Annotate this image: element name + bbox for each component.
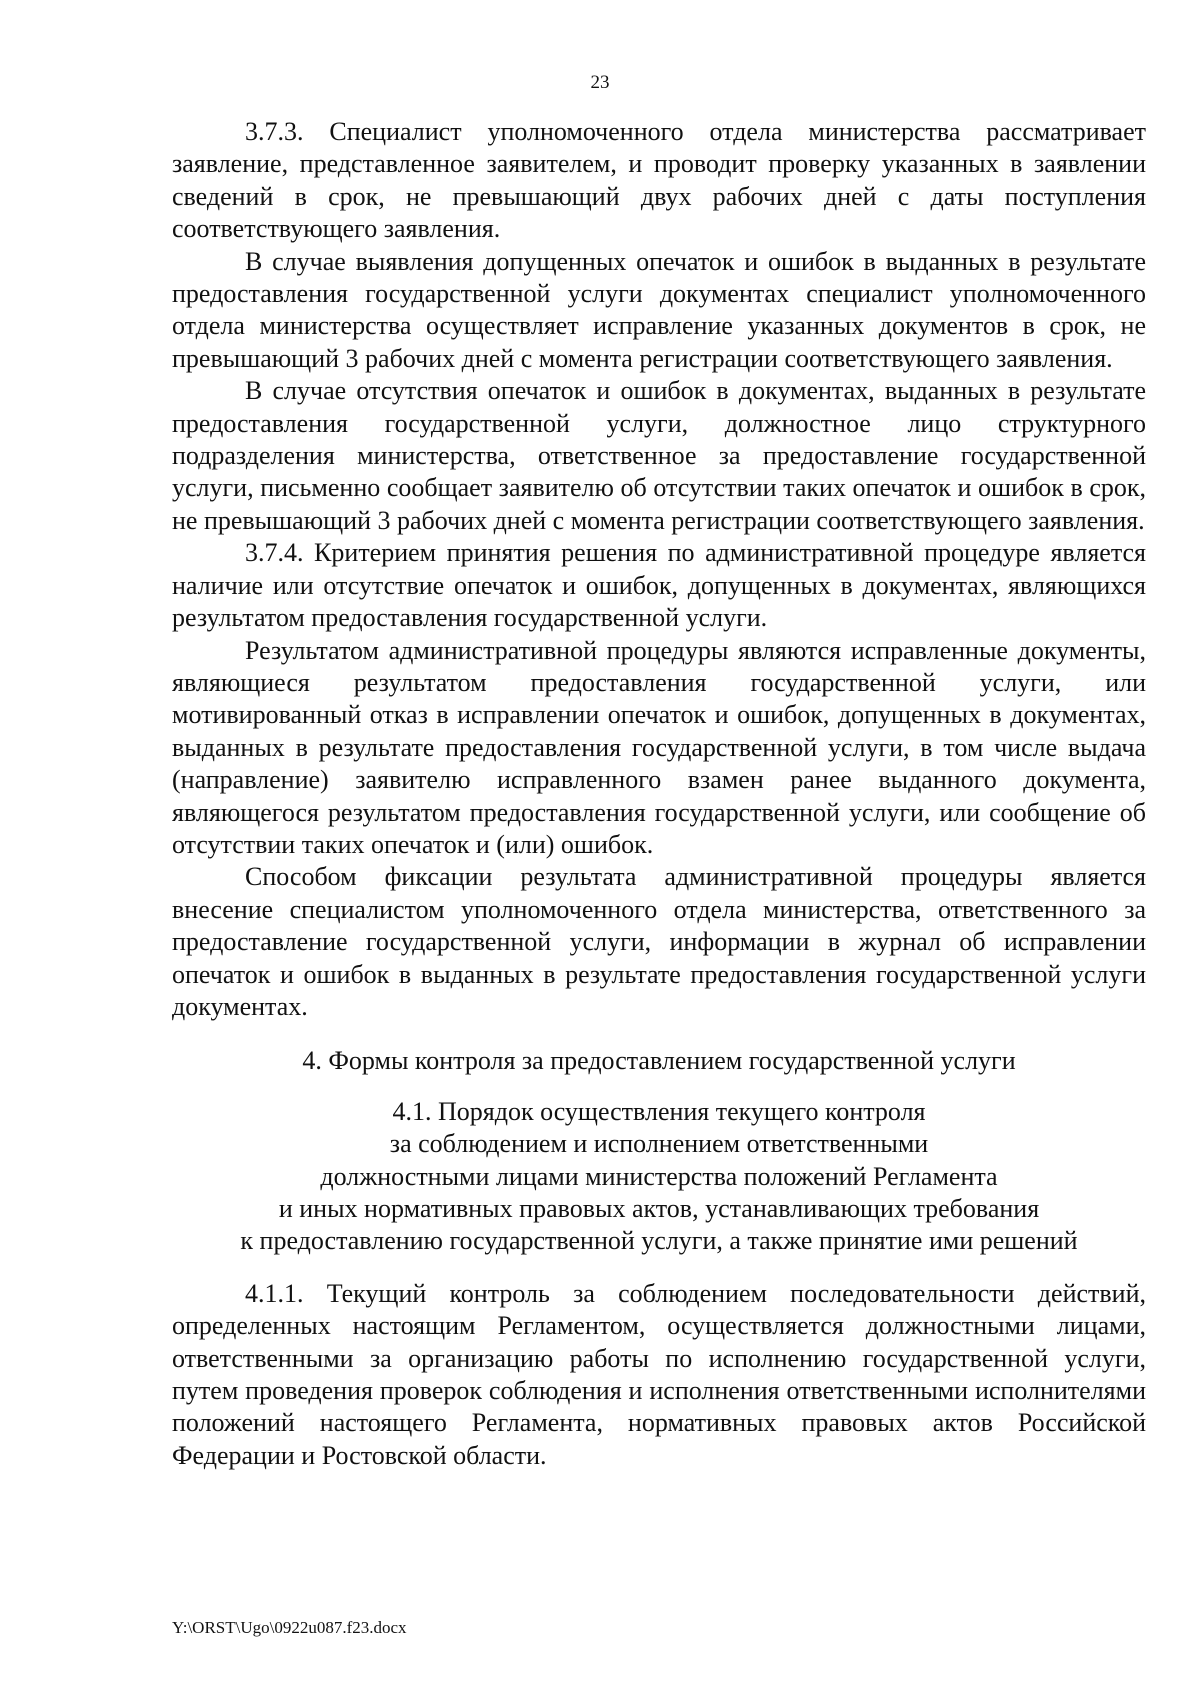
document-body [172,116,1146,1472]
subsection-heading-line: 4.1. Порядок осуществления текущего контроля [392,1096,926,1126]
paragraph-procedure-result: Результатом административной процедуры являются исправленные документы, являющиеся результатом предоставления государственной услуги, или мотивированный отказ в исправлении опечаток и ошибок, допущенных в документах, выданных в результате предоставления государственной услуги, в том числе выдача (направление) заявителю исправленного взамен ранее выданного документа, являющегося результатом предоставления государственной услуги, или сообщение об отсутствии таких опечаток и (или) ошибок. [172,635,1146,859]
paragraph-3-7-3: 3.7.3. Специалист уполномоченного отдела министерства рассматривает заявление, представленное заявителем, и проводит проверку указанных в заявлении сведений в срок, не превышающий двух рабочих дней с даты поступления соответствующего заявления. [172,117,1146,244]
paragraph-3-7-4: 3.7.4. Критерием принятия решения по административной процедуре является наличие или отсутствие опечаток и ошибок, допущенных в документах, являющихся результатом предоставления государственной услуги. [172,538,1146,633]
subsection-heading-4-1 [172,1096,1146,1258]
footer-file-path: Y:\ORST\Ugo\0922u087.f23.docx [172,1618,407,1637]
page-number: 23 [590,72,610,93]
subsection-heading-line: и иных нормативных правовых актов, устанавливающих требования [278,1194,1040,1223]
subsection-heading-line: должностными лицами министерства положений Регламента [320,1161,998,1191]
subsection-heading-line: за соблюдением и исполнением ответственными [389,1129,929,1159]
section-heading-4: 4. Формы контроля за предоставлением государственной услуги [302,1046,1016,1076]
paragraph-result-fixation: Способом фиксации результата административной процедуры является внесение специалистом уполномоченного отдела министерства, ответственного за предоставление государственной услуги, информации в журнал об исправлении опечаток и ошибок в выданных в результате предоставления государственной услуги документах. [172,862,1146,1021]
paragraph-errors-found: В случае выявления допущенных опечаток и ошибок в выданных в результате предоставления государственной услуги документах специалист уполномоченного отдела министерства осуществляет исправление указанных документов в срок, не превышающий 3 рабочих дней с момента регистрации соответствующего заявления. [172,246,1146,373]
paragraph-no-errors: В случае отсутствия опечаток и ошибок в документах, выданных в результате предоставления государственной услуги, должностное лицо структурного подразделения министерства, ответственное за предоставление государственной услуги, письменно сообщает заявителю об отсутствии таких опечаток и ошибок в срок, не превышающий 3 рабочих дней с момента регистрации соответствующего заявления. [172,376,1146,535]
subsection-heading-line: к предоставлению государственной услуги, а также принятие ими решений [240,1226,1078,1256]
paragraph-4-1-1: 4.1.1. Текущий контроль за соблюдением последовательности действий, определенных настоящим Регламентом, осуществляется должностными лицами, ответственными за организацию работы по исполнению государственной услуги, путем проведения проверок соблюдения и исполнения ответственными исполнителями положений настоящего Регламента, нормативных правовых актов Российской Федерации и Ростовской области. [172,1278,1146,1470]
